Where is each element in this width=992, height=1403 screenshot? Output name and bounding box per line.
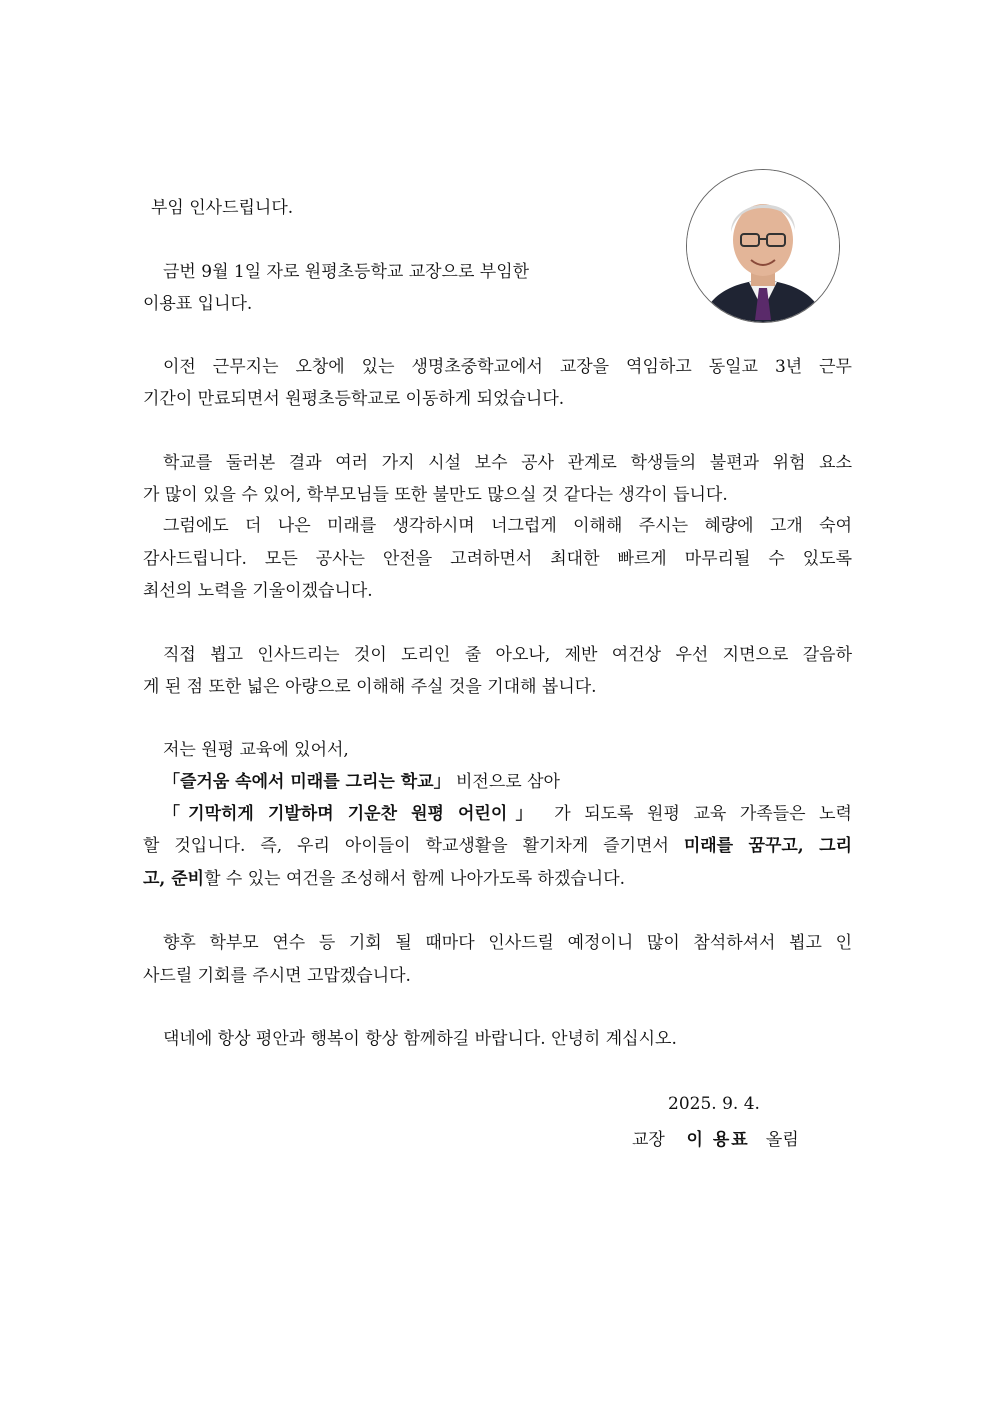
paragraph-4-line-3: 최선의 노력을 기울이겠습니다. (143, 581, 373, 601)
principal-portrait-photo (686, 169, 840, 323)
closing-remark: 댁네에 항상 평안과 행복이 항상 함께하길 바랍니다. 안녕히 계십시오. (163, 1029, 677, 1049)
signer-name: 이 용표 (686, 1130, 750, 1150)
paragraph-6-intro: 저는 원평 교육에 있어서, (163, 740, 349, 760)
goal-suffix: 가 되도록 원평 교육 가족들은 노력 (540, 804, 852, 824)
paragraph-6-line-4-text: 할 것입니다. 즉, 우리 아이들이 학교생활을 활기차게 즐기면서 (143, 836, 684, 856)
paragraph-5-line-2: 게 된 점 또한 넓은 아량으로 이해해 주실 것을 기대해 봅니다. (143, 677, 597, 697)
greeting-heading: 부임 인사드립니다. (151, 198, 294, 218)
paragraph-6-line-5-text: 할 수 있는 여건을 조성해서 함께 나아가도록 하겠습니다. (204, 869, 626, 889)
paragraph-6-line-5 (143, 869, 625, 889)
paragraph-6-line-4-bold: 미래를 꿈꾸고, 그리 (683, 836, 852, 856)
vision-line (163, 772, 560, 792)
paragraph-2-line-1: 이전 근무지는 오창에 있는 생명초중학교에서 교장을 역임하고 동일교 3년 근무 (163, 357, 852, 377)
paragraph-7-line-1: 향후 학부모 연수 등 기회 될 때마다 인사드릴 예정이니 많이 참석하셔서 뵙고 인 (163, 933, 852, 953)
signature-block (632, 1125, 799, 1150)
portrait-illustration (687, 170, 839, 322)
paragraph-7-line-2: 사드릴 기회를 주시면 고맙겠습니다. (143, 966, 411, 986)
goal-line (163, 804, 852, 824)
vision-statement: 「즐거움 속에서 미래를 그리는 학교」 (163, 772, 451, 792)
letter-date: 2025. 9. 4. (668, 1094, 760, 1114)
signer-title: 교장 (632, 1130, 665, 1150)
paragraph-4-line-2: 감사드립니다. 모든 공사는 안전을 고려하면서 최대한 빠르게 마무리될 수 있도록 (143, 549, 852, 569)
paragraph-6-line-4 (143, 836, 852, 856)
paragraph-1-line-1: 금번 9월 1일 자로 원평초등학교 교장으로 부임한 (163, 262, 530, 282)
vision-suffix: 비전으로 삼아 (450, 772, 560, 792)
paragraph-5-line-1: 직접 뵙고 인사드리는 것이 도리인 줄 아오나, 제반 여건상 우선 지면으로 갈음하 (163, 645, 852, 665)
paragraph-4-line-1: 그럼에도 더 나은 미래를 생각하시며 너그럽게 이해해 주시는 혜량에 고개 숙여 (163, 516, 852, 536)
goal-statement: 「기막히게 기발하며 기운찬 원평 어린이」 (163, 804, 541, 824)
paragraph-1-line-2: 이용표 입니다. (143, 294, 253, 314)
signer-suffix: 올림 (765, 1130, 799, 1150)
paragraph-6-line-5-bold: 고, 준비 (143, 869, 205, 889)
paragraph-2-line-2: 기간이 만료되면서 원평초등학교로 이동하게 되었습니다. (143, 389, 565, 409)
paragraph-3-line-1: 학교를 둘러본 결과 여러 가지 시설 보수 공사 관계로 학생들의 불편과 위험 요소 (163, 453, 852, 473)
paragraph-3-line-2: 가 많이 있을 수 있어, 학부모님들 또한 불만도 많으실 것 같다는 생각이 듭니다. (143, 485, 728, 505)
